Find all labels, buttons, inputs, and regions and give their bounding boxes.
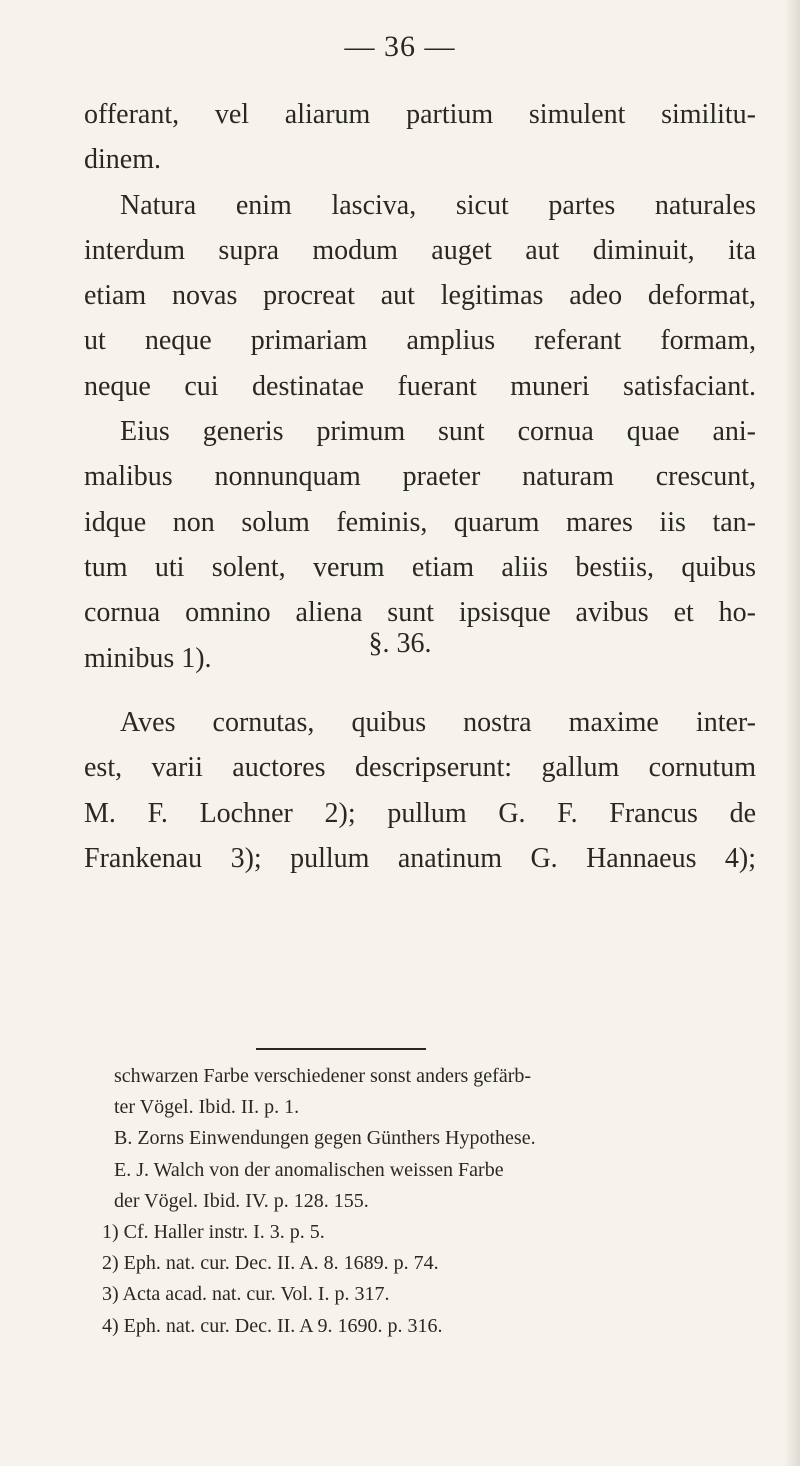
text-line: tum uti solent, verum etiam aliis bestiis, quibus [84,551,756,583]
text-line: dinem. [84,144,161,176]
page-number: — 36 — [344,30,456,63]
footnote-line: der Vögel. Ibid. IV. p. 128. 155. [114,1189,369,1212]
footnote-line: schwarzen Farbe verschiedener sonst anders gefärb- [114,1065,532,1087]
footnote-line: B. Zorns Einwendungen gegen Günthers Hypothese. [114,1127,536,1150]
footnote-item: 4) Eph. nat. cur. Dec. II. A 9. 1690. p. 316. [102,1314,443,1337]
footnote-divider [256,1048,426,1050]
footnotes [84,1061,756,1342]
text-line: idque non solum feminis, quarum mares iis tan- [84,506,756,538]
footnote-item: 1) Cf. Haller instr. I. 3. p. 5. [102,1221,325,1244]
section-heading: §. 36. [368,628,432,659]
footnote-line: ter Vögel. Ibid. II. p. 1. [114,1096,300,1119]
text-line: neque cui destinatae fuerant muneri satisfaciant. [84,370,756,402]
text-line: Eius generis primum sunt cornua quae ani- [120,416,756,448]
text-line: minibus 1). [84,642,212,674]
paragraph-block-2 [84,700,756,881]
text-line: interdum supra modum auget aut diminuit, ita [84,234,756,266]
page-edge-shadow [784,0,800,1466]
footnote-item: 2) Eph. nat. cur. Dec. II. A. 8. 1689. p. 74. [102,1252,439,1275]
paragraph-block-1 [84,92,756,681]
text-line: etiam novas procreat aut legitimas adeo deformat, [84,280,756,312]
text-line: Natura enim lasciva, sicut partes naturales [120,189,756,221]
text-line: cornua omnino aliena sunt ipsisque avibus et ho- [84,597,756,629]
footnote-line: E. J. Walch von der anomalischen weissen Farbe [114,1158,504,1181]
footnote-item: 3) Acta acad. nat. cur. Vol. I. p. 317. [102,1283,390,1306]
text-line: ut neque primariam amplius referant formam, [84,325,756,357]
text-line: est, varii auctores descripserunt: gallum cornutum [84,752,756,784]
text-line: Frankenau 3); pullum anatinum G. Hannaeus 4); [84,842,756,874]
text-line: malibus nonnunquam praeter naturam crescunt, [84,461,756,493]
text-line: offerant, vel aliarum partium simulent similitu- [84,99,756,130]
text-line: M. F. Lochner 2); pullum G. F. Francus de [84,797,756,829]
text-line: Aves cornutas, quibus nostra maxime inter- [120,707,756,738]
